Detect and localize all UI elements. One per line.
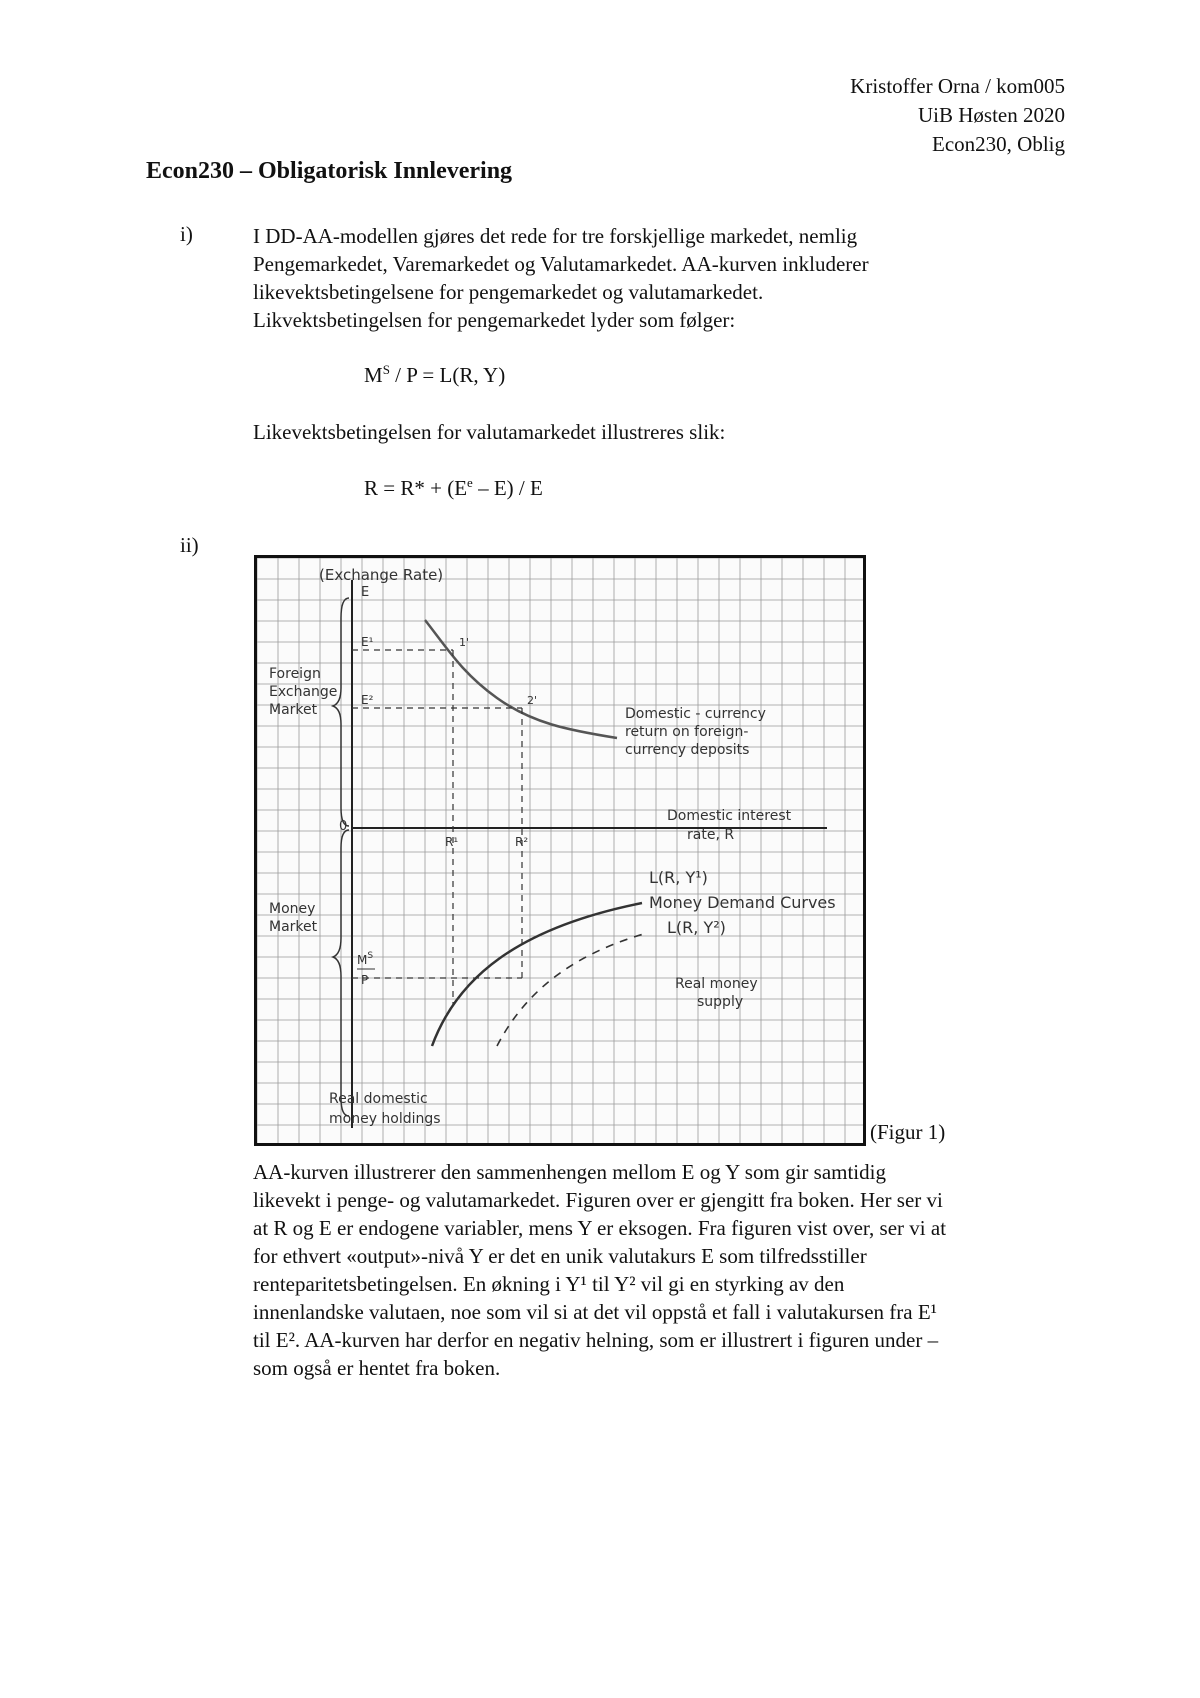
real-holdings-label-2: money holdings bbox=[329, 1111, 441, 1127]
section-ii-line: renteparitetsbetingelsen. En økning i Y¹ til Y² vil gi en styrking av den bbox=[253, 1272, 845, 1296]
section-ii-line: som også er hentet fra boken. bbox=[253, 1356, 501, 1380]
document-header bbox=[850, 72, 1065, 159]
real-supply-label-2: supply bbox=[697, 994, 744, 1010]
author-line: Kristoffer Orna / kom005 bbox=[850, 74, 1065, 98]
section-ii-line: innenlandske valutaen, noe som vil si at det vil oppstå et fall i valutakursen fra E¹ bbox=[253, 1300, 937, 1324]
e1-label: E¹ bbox=[361, 635, 374, 649]
ly2-label: L(R, Y²) bbox=[667, 918, 726, 937]
fx-market-label-2: Exchange bbox=[269, 684, 338, 700]
section-i-line: Likvektsbetingelsen for pengemarkedet lyder som følger: bbox=[253, 308, 736, 332]
section-ii-line: at R og E er endogene variabler, mens Y er eksogen. Fra figuren vist over, ser vi at bbox=[253, 1216, 947, 1240]
section-i-number: i) bbox=[180, 222, 193, 246]
fx-market-label-1: Foreign bbox=[269, 666, 321, 682]
exchange-rate-label: (Exchange Rate) bbox=[319, 566, 444, 584]
fx-curve-label-2: return on foreign- bbox=[625, 724, 749, 740]
origin-label: 0 bbox=[339, 819, 348, 834]
r2-label: R² bbox=[515, 835, 529, 849]
figure-1 bbox=[254, 555, 866, 1146]
term-line: UiB Høsten 2020 bbox=[918, 103, 1065, 127]
p-label: P bbox=[361, 973, 369, 987]
real-holdings-label-1: Real domestic bbox=[329, 1091, 428, 1107]
ly1-label: L(R, Y¹) bbox=[649, 868, 708, 887]
graph-paper-grid bbox=[257, 558, 863, 1143]
fx-return-curve bbox=[425, 620, 617, 738]
money-market-label-1: Money bbox=[269, 901, 316, 917]
section-i-line: Pengemarkedet, Varemarkedet og Valutamarkedet. AA-kurven inkluderer bbox=[253, 252, 869, 276]
figure-caption: (Figur 1) bbox=[870, 1120, 946, 1144]
section-i-line: I DD-AA-modellen gjøres det rede for tre forskjellige markedet, nemlig bbox=[253, 224, 858, 248]
money-market-label-2: Market bbox=[269, 919, 318, 935]
interest-label-2: rate, R bbox=[687, 827, 735, 843]
point2-label: 2' bbox=[527, 694, 538, 707]
section-ii-line: til E². AA-kurven har derfor en negativ helning, som er illustrert i figuren under – bbox=[253, 1328, 939, 1352]
section-i-line: likevektsbetingelsene for pengemarkedet og valutamarkedet. bbox=[253, 280, 764, 304]
document-title: Econ230 – Obligatorisk Innlevering bbox=[146, 158, 513, 184]
section-ii-paragraph bbox=[253, 1158, 1073, 1382]
ms-label: $M^S$ bbox=[357, 951, 374, 967]
section-ii-line: for ethvert «output»-nivå Y er det en unik valutakurs E som tilfredsstiller bbox=[253, 1244, 867, 1268]
money-market-equation: $M^S / P = L(R$, Y) bbox=[364, 362, 506, 387]
interest-label-1: Domestic interest bbox=[667, 808, 792, 824]
course-line: Econ230, Oblig bbox=[932, 132, 1065, 156]
section-i-paragraph bbox=[253, 222, 1073, 334]
figure-diagram bbox=[257, 558, 863, 1143]
r1-label: R¹ bbox=[445, 835, 459, 849]
fx-curve-label-3: currency deposits bbox=[625, 742, 750, 758]
real-supply-label-1: Real money bbox=[675, 976, 758, 992]
section-ii-number: ii) bbox=[180, 533, 199, 557]
fx-curve-label-1: Domestic - currency bbox=[625, 706, 766, 722]
money-demand-label: Money Demand Curves bbox=[649, 893, 836, 912]
section-ii-line: likevekt i penge- og valutamarkedet. Figuren over er gjengitt fra boken. Her ser vi bbox=[253, 1188, 943, 1212]
fx-equation: $R = R* + (E^e - E) / E$ bbox=[364, 475, 543, 500]
fx-intro: Likevektsbetingelsen for valutamarkedet illustreres slik: bbox=[253, 420, 726, 444]
e2-label: E² bbox=[361, 693, 374, 707]
point1-label: 1' bbox=[459, 636, 470, 649]
money-demand-y1-curve bbox=[432, 903, 642, 1046]
e-axis-label: E bbox=[361, 585, 370, 600]
section-ii-line: AA-kurven illustrerer den sammenhengen mellom E og Y som gir samtidig bbox=[253, 1160, 886, 1184]
fx-market-label-3: Market bbox=[269, 702, 318, 718]
